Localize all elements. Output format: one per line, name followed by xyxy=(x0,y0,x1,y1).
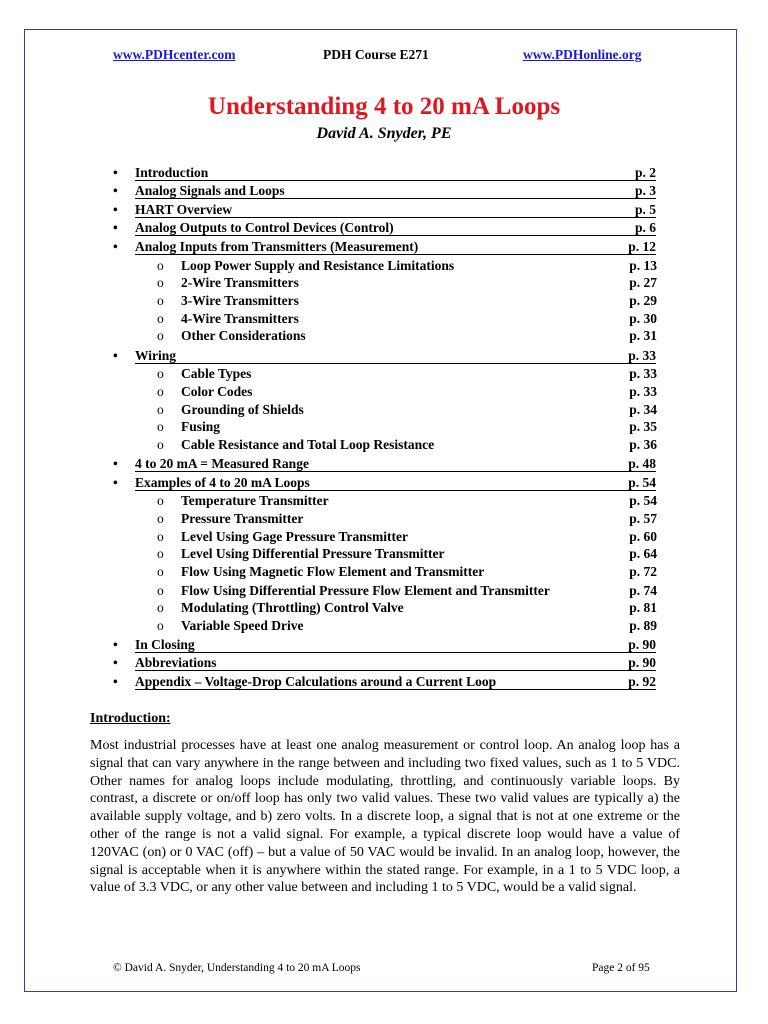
footer-copyright: © David A. Snyder, Understanding 4 to 20 mA Loops xyxy=(113,962,361,974)
toc-entry[interactable] xyxy=(113,201,656,218)
toc-entry-page: p. 13 xyxy=(629,258,657,273)
sub-bullet-icon: o xyxy=(157,258,164,273)
toc-subentry[interactable] xyxy=(157,599,657,616)
bullet-icon: • xyxy=(113,220,118,235)
sub-bullet-icon: o xyxy=(157,529,164,544)
sub-bullet-icon: o xyxy=(157,600,164,615)
toc-entry[interactable] xyxy=(113,347,656,364)
toc-subentry[interactable] xyxy=(157,563,657,580)
toc-entry-page: p. 74 xyxy=(629,583,657,598)
bullet-icon: • xyxy=(113,475,118,490)
toc-entry-page: p. 81 xyxy=(629,600,657,615)
toc-entry-underline xyxy=(135,180,656,181)
introduction-paragraph: Most industrial processes have at least one analog measurement or control loop. An analog loop has a signal that can vary anywhere in the range between and including two fixed values, such as 1 to 5 VDC. Other names for analog loops include modulating, throttling, and continuously variable loops. By contrast, a discrete or on/off loop has only two valid values. These two valid values are typically a) the available supply voltage, and b) zero volts. In a discrete loop, a signal that is not at one extreme or the other of the range is not a valid signal. For example, a typical discrete loop would have a value of 120VAC (on) or 0 VAC (off) – but a value of 50 VAC would be invalid. In an analog loop, however, the signal is acceptable when it is anywhere within the stated range. For example, in a 1 to 5 VDC loop, a value of 3.3 VDC, or any other value between and including 1 to 5 VDC, would be a valid signal. xyxy=(90,738,680,896)
bullet-icon: • xyxy=(113,674,118,689)
sub-bullet-icon: o xyxy=(157,328,164,343)
toc-subentry[interactable] xyxy=(157,492,657,509)
pdhonline-link[interactable]: www.PDHonline.org xyxy=(523,47,642,62)
toc-entry-underline xyxy=(135,471,656,472)
document-title: Understanding 4 to 20 mA Loops xyxy=(207,93,561,120)
toc-entry-label: Cable Types xyxy=(181,366,252,381)
toc-entry-page: p. 92 xyxy=(628,674,656,689)
toc-entry-page: p. 60 xyxy=(629,529,657,544)
toc-entry-underline xyxy=(135,217,656,218)
sub-bullet-icon: o xyxy=(157,366,164,381)
introduction-heading: Introduction: xyxy=(90,711,171,726)
bullet-icon: • xyxy=(113,456,118,471)
toc-entry-page: p. 3 xyxy=(634,183,656,198)
toc-entry-label: In Closing xyxy=(135,637,195,652)
sub-bullet-icon: o xyxy=(157,402,164,417)
toc-entry-page: p. 64 xyxy=(629,546,657,561)
toc-subentry[interactable] xyxy=(157,274,657,291)
toc-subentry[interactable] xyxy=(157,436,657,453)
sub-bullet-icon: o xyxy=(157,618,164,633)
sub-bullet-icon: o xyxy=(157,583,164,598)
toc-entry-label: Wiring xyxy=(135,348,177,363)
toc-entry-label: 2-Wire Transmitters xyxy=(181,275,299,290)
toc-entry[interactable] xyxy=(113,673,656,690)
bullet-icon: • xyxy=(113,202,118,217)
document-author: David A. Snyder, PE xyxy=(316,125,452,142)
toc-entry[interactable] xyxy=(113,164,656,181)
sub-bullet-icon: o xyxy=(157,311,164,326)
toc-subentry[interactable] xyxy=(157,545,657,562)
toc-entry-label: Grounding of Shields xyxy=(181,402,304,417)
toc-subentry[interactable] xyxy=(157,310,657,327)
toc-entry-underline xyxy=(135,670,656,671)
toc-entry-page: p. 90 xyxy=(628,637,656,652)
bullet-icon: • xyxy=(113,165,118,180)
toc-entry-label: Pressure Transmitter xyxy=(181,511,304,526)
sub-bullet-icon: o xyxy=(157,437,164,452)
toc-subentry[interactable] xyxy=(157,365,657,382)
toc-entry-label: Analog Outputs to Control Devices (Control) xyxy=(135,220,394,235)
toc-entry-page: p. 90 xyxy=(628,655,656,670)
toc-entry-underline xyxy=(135,689,656,690)
bullet-icon: • xyxy=(113,348,118,363)
toc-entry-page: p. 34 xyxy=(629,402,657,417)
toc-entry-label: Level Using Differential Pressure Transmitter xyxy=(181,546,445,561)
toc-entry-page: p. 6 xyxy=(634,220,656,235)
toc-entry-page: p. 33 xyxy=(629,366,657,381)
sub-bullet-icon: o xyxy=(157,293,164,308)
toc-entry-page: p. 27 xyxy=(629,275,657,290)
toc-entry-label: Color Codes xyxy=(181,384,253,399)
toc-entry-page: p. 72 xyxy=(629,564,657,579)
sub-bullet-icon: o xyxy=(157,384,164,399)
toc-entry-label: Loop Power Supply and Resistance Limitations xyxy=(181,258,455,273)
toc-entry-label: 3-Wire Transmitters xyxy=(181,293,299,308)
toc-subentry[interactable] xyxy=(157,418,657,435)
toc-entry-underline xyxy=(135,363,656,364)
toc-entry-page: p. 48 xyxy=(628,456,656,471)
toc-entry-label: Analog Signals and Loops xyxy=(135,183,285,198)
toc-entry-page: p. 2 xyxy=(634,165,656,180)
sub-bullet-icon: o xyxy=(157,511,164,526)
toc-entry-page: p. 33 xyxy=(628,348,656,363)
toc-subentry[interactable] xyxy=(157,582,657,599)
toc-subentry[interactable] xyxy=(157,528,657,545)
toc-entry-page: p. 54 xyxy=(629,493,657,508)
sub-bullet-icon: o xyxy=(157,419,164,434)
toc-entry-label: Level Using Gage Pressure Transmitter xyxy=(181,529,408,544)
toc-entry-underline xyxy=(135,652,656,653)
toc-entry-label: 4-Wire Transmitters xyxy=(181,311,299,326)
toc-entry[interactable] xyxy=(113,219,656,236)
toc-subentry[interactable] xyxy=(157,292,657,309)
toc-entry-underline xyxy=(135,490,656,491)
toc-entry-label: Appendix – Voltage-Drop Calculations around a Current Loop xyxy=(135,674,497,689)
bullet-icon: • xyxy=(113,637,118,652)
toc-entry[interactable] xyxy=(113,636,656,653)
bullet-icon: • xyxy=(113,183,118,198)
toc-entry-label: Examples of 4 to 20 mA Loops xyxy=(135,475,310,490)
toc-entry-page: p. 31 xyxy=(629,328,657,343)
toc-entry[interactable] xyxy=(113,474,656,491)
toc-entry-label: Other Considerations xyxy=(181,328,306,343)
toc-entry-page: p. 57 xyxy=(629,511,657,526)
sub-bullet-icon: o xyxy=(157,493,164,508)
toc-entry-page: p. 33 xyxy=(629,384,657,399)
toc-entry-label: Flow Using Differential Pressure Flow Element and Transmitter xyxy=(181,583,550,598)
toc-entry-page: p. 54 xyxy=(628,475,656,490)
toc-entry-page: p. 35 xyxy=(629,419,657,434)
toc-entry[interactable] xyxy=(113,182,656,199)
footer-page-number: Page 2 of 95 xyxy=(592,962,650,974)
toc-entry-label: Flow Using Magnetic Flow Element and Transmitter xyxy=(181,564,485,579)
toc-entry-label: Fusing xyxy=(181,419,221,434)
toc-entry[interactable] xyxy=(113,238,656,255)
toc-entry-label: Introduction xyxy=(135,165,209,180)
bullet-icon: • xyxy=(113,239,118,254)
toc-entry-label: 4 to 20 mA = Measured Range xyxy=(135,456,309,471)
toc-entry-underline xyxy=(135,198,656,199)
toc-subentry[interactable] xyxy=(157,401,657,418)
toc-subentry[interactable] xyxy=(157,617,657,634)
bullet-icon: • xyxy=(113,655,118,670)
toc-subentry[interactable] xyxy=(157,510,657,527)
sub-bullet-icon: o xyxy=(157,275,164,290)
toc-entry[interactable] xyxy=(113,654,656,671)
toc-entry-label: Abbreviations xyxy=(135,655,217,670)
toc-subentry[interactable] xyxy=(157,327,657,344)
toc-entry-page: p. 12 xyxy=(628,239,656,254)
toc-entry-label: Variable Speed Drive xyxy=(181,618,304,633)
toc-entry-underline xyxy=(135,254,656,255)
sub-bullet-icon: o xyxy=(157,546,164,561)
sub-bullet-icon: o xyxy=(157,564,164,579)
course-code: PDH Course E271 xyxy=(323,47,429,62)
toc-entry-page: p. 89 xyxy=(629,618,657,633)
toc-entry-page: p. 5 xyxy=(634,202,656,217)
toc-entry-underline xyxy=(135,235,656,236)
toc-entry-label: HART Overview xyxy=(135,202,233,217)
toc-entry-label: Temperature Transmitter xyxy=(181,493,329,508)
toc-entry-label: Cable Resistance and Total Loop Resistance xyxy=(181,437,435,452)
toc-subentry[interactable] xyxy=(157,383,657,400)
toc-entry-page: p. 29 xyxy=(629,293,657,308)
toc-entry-page: p. 36 xyxy=(629,437,657,452)
toc-entry-page: p. 30 xyxy=(629,311,657,326)
toc-entry-label: Analog Inputs from Transmitters (Measurement) xyxy=(135,239,419,254)
toc-entry[interactable] xyxy=(113,455,656,472)
pdhcenter-link[interactable]: www.PDHcenter.com xyxy=(113,47,236,62)
toc-entry-label: Modulating (Throttling) Control Valve xyxy=(181,600,404,615)
toc-subentry[interactable] xyxy=(157,257,657,274)
